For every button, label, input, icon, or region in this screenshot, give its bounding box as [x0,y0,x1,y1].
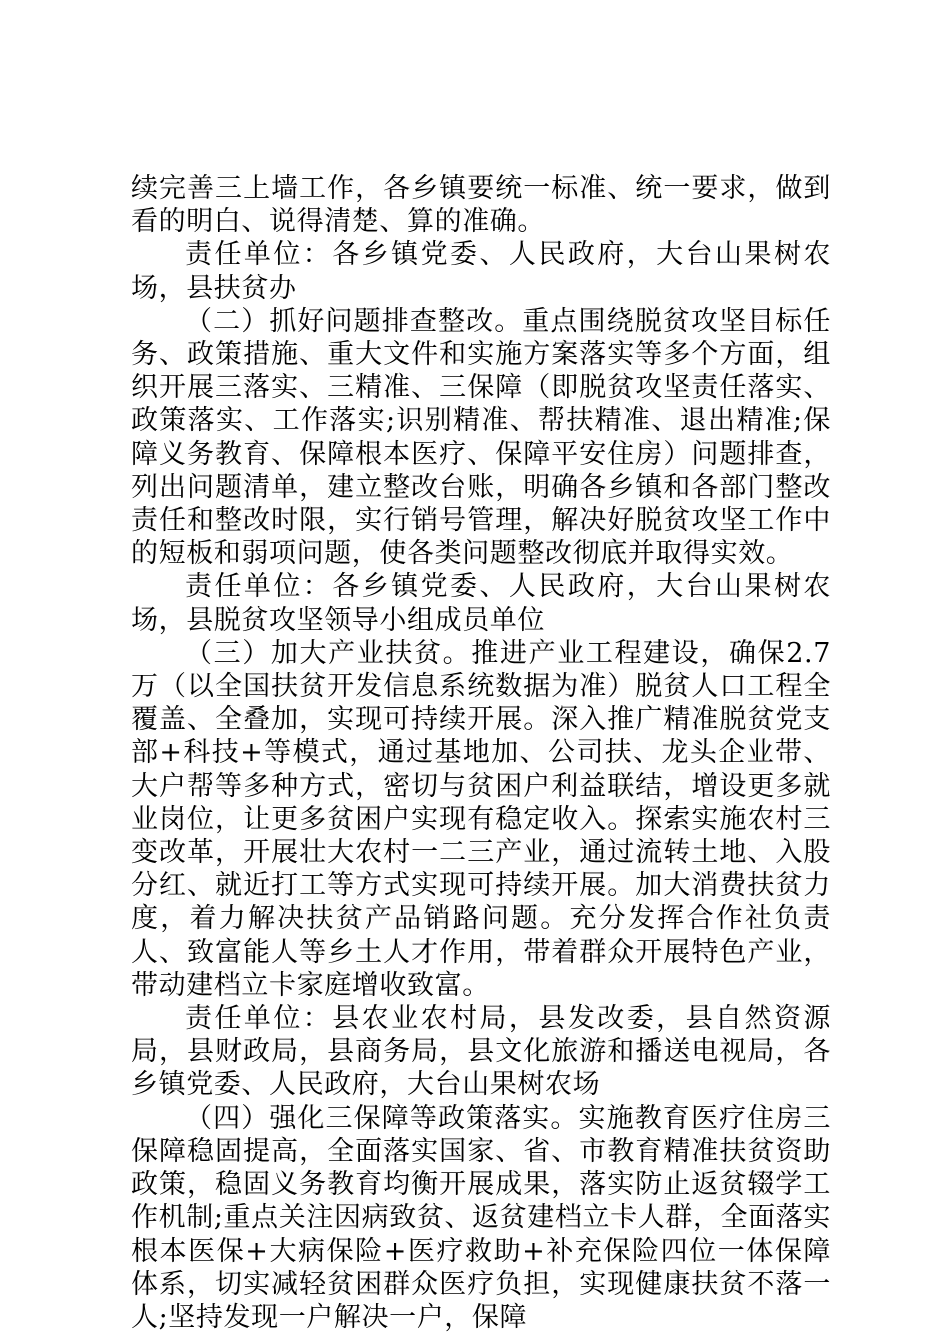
paragraph-section-4: （四）强化三保障等政策落实。实施教育医疗住房三保障稳固提高，全面落实国家、省、市教育精准扶贫资助政策，稳固义务教育均衡开展成果，落实防止返贫辍学工作机制;重点关注因病致贫、返贫建档立卡人群，全面落实根本医保+大病保险+医疗救助+补充保险四位一体保障体系，切实减轻贫困群众医疗负担，实现健康扶贫不落一人;坚持发现一户解决一户，保障 [131,1102,831,1333]
paragraph-section-2: （二）抓好问题排查整改。重点围绕脱贫攻坚目标任务、政策措施、重大文件和实施方案落实等多个方面，组织开展三落实、三精准、三保障（即脱贫攻坚责任落实、政策落实、工作落实;识别精准、帮扶精准、退出精准;保障义务教育、保障根本医疗、保障平安住房）问题排查，列出问题清单，建立整改台账，明确各乡镇和各部门整改责任和整改时限，实行销号管理，解决好脱贫攻坚工作中的短板和弱项问题，使各类问题整改彻底并取得实效。 [131,305,831,570]
paragraph-responsible-units-3: 责任单位：县农业农村局，县发改委，县自然资源局，县财政局，县商务局，县文化旅游和播送电视局，各乡镇党委、人民政府，大台山果树农场 [131,1003,831,1101]
paragraph-responsible-units-2: 责任单位：各乡镇党委、人民政府，大台山果树农场，县脱贫攻坚领导小组成员单位 [131,571,831,636]
paragraph-section-3: （三）加大产业扶贫。推进产业工程建设，确保2.7万（以全国扶贫开发信息系统数据为准）脱贫人口工程全覆盖、全叠加，实现可持续开展。深入推广精准脱贫党支部+科技+等模式，通过基地加、公司扶、龙头企业带、大户帮等多种方式，密切与贫困户利益联结，增设更多就业岗位，让更多贫困户实现有稳定收入。探索实施农村三变改革，开展壮大农村一二三产业，通过流转土地、入股分红、就近打工等方式实现可持续开展。加大消费扶贫力度，着力解决扶贫产品销路问题。充分发挥合作社负责人、致富能人等乡土人才作用，带着群众开展特色产业，带动建档立卡家庭增收致富。 [131,637,831,1001]
paragraph-responsible-units-1: 责任单位：各乡镇党委、人民政府，大台山果树农场，县扶贫办 [131,239,831,304]
document-body [131,172,831,1334]
paragraph-continuation: 续完善三上墙工作，各乡镇要统一标准、统一要求，做到看的明白、说得清楚、算的准确。 [131,173,831,238]
